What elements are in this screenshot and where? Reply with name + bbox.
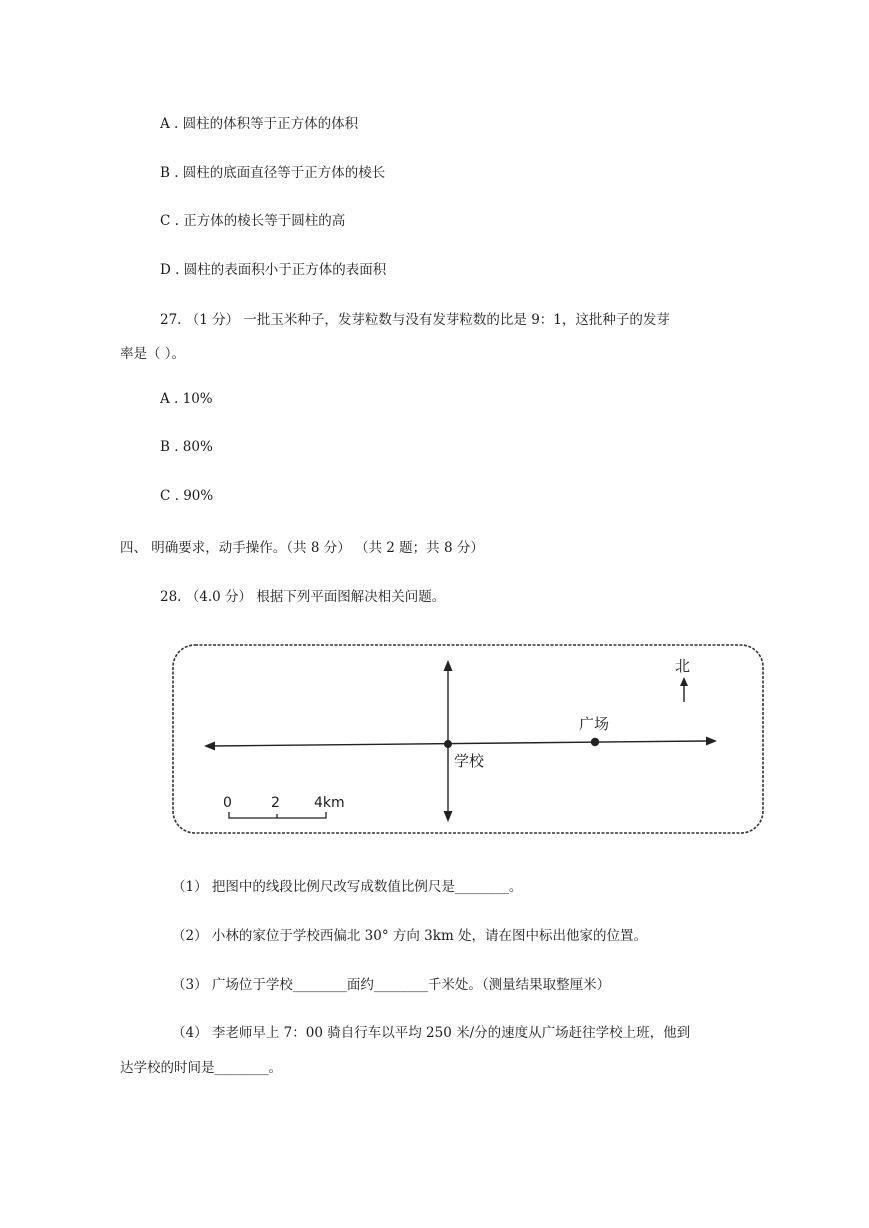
- plan-map: [168, 640, 768, 840]
- north-axis-arrow-icon: [444, 660, 453, 671]
- school-label: 学校: [454, 752, 485, 770]
- q27-option-a: A . 10%: [160, 391, 213, 407]
- q28-sub-4-cont: 达学校的时间是________。: [120, 1060, 282, 1076]
- q28-sub-4: （4） 李老师早上 7：00 骑自行车以平均 250 米/分的速度从广场赶往学校上班，他到: [172, 1025, 691, 1041]
- west-arrow-icon: [204, 742, 215, 751]
- scale-tick-0: 0: [223, 795, 232, 811]
- option-c: C . 正方体的棱长等于圆柱的高: [160, 213, 346, 229]
- q27-stem-line1: 27. （1 分） 一批玉米种子，发芽粒数与没有发芽粒数的比是 9：1，这批种子的发芽: [160, 312, 670, 328]
- q28-sub-3: （3） 广场位于学校________面约________千米处。（测量结果取整厘米）: [172, 977, 611, 993]
- east-west-axis: [210, 741, 708, 746]
- north-arrow-icon: [680, 677, 688, 686]
- scale-tick-4km: 4km: [314, 795, 345, 811]
- option-b: B . 圆柱的底面直径等于正方体的棱长: [160, 165, 386, 181]
- east-arrow-icon: [706, 737, 717, 746]
- square-point: [591, 738, 599, 746]
- option-a: A . 圆柱的体积等于正方体的体积: [160, 116, 359, 132]
- scale-tick-2: 2: [271, 795, 280, 811]
- q27-option-c: C . 90%: [160, 488, 214, 504]
- q28-title: 28. （4.0 分） 根据下列平面图解决相关问题。: [160, 589, 446, 605]
- north-label: 北: [675, 657, 691, 675]
- q28-sub-1: （1） 把图中的线段比例尺改写成数值比例尺是________。: [172, 879, 523, 895]
- south-axis-arrow-icon: [444, 811, 453, 822]
- q27-stem-line2: 率是（ ）。: [120, 346, 186, 362]
- option-d: D . 圆柱的表面积小于正方体的表面积: [160, 262, 387, 278]
- q28-sub-2: （2） 小林的家位于学校西偏北 30° 方向 3km 处，请在图中标出他家的位置。: [172, 928, 648, 944]
- section-heading: 四、 明确要求，动手操作。（共 8 分） （共 2 题；共 8 分）: [120, 540, 484, 556]
- school-point: [444, 740, 452, 748]
- q27-option-b: B . 80%: [160, 439, 213, 455]
- square-label: 广场: [579, 715, 610, 733]
